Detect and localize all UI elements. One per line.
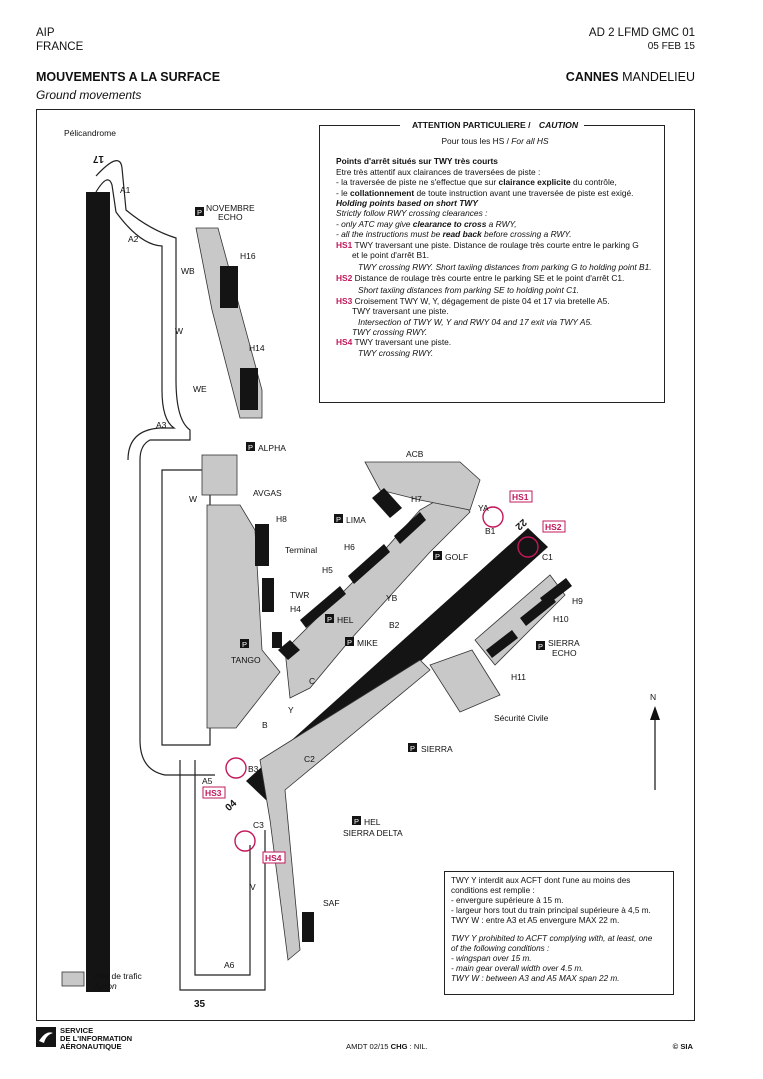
page-title: MOUVEMENTS A LA SURFACE — [36, 70, 221, 84]
pelicandrome-label: Pélicandrome — [64, 128, 116, 138]
twy-wb-label: WB — [181, 266, 195, 276]
sia-org-line1: SERVICE — [60, 1026, 94, 1035]
copyright: © SIA — [672, 1042, 693, 1051]
parking-mike-label: MIKE — [357, 638, 378, 648]
hangar-h7-label: H7 — [411, 494, 422, 504]
legend-apron-swatch — [62, 972, 84, 986]
hangar-h6-label: H6 — [344, 542, 355, 552]
hangar-h8 — [255, 524, 269, 566]
p-hel-sierra-delta: P — [354, 817, 360, 826]
p-novembre-echo: P — [197, 208, 203, 217]
apron-alpha — [202, 455, 237, 495]
legend-apron-en: Apron — [94, 981, 117, 991]
amendment-info: AMDT 02/15 CHG : NIL. — [346, 1042, 428, 1051]
note-fr1: TWY Y interdit aux ACFT dont l'une au moins des — [451, 876, 631, 885]
caution-title-italic: CAUTION — [538, 120, 579, 130]
caution-hs3-en2: TWY crossing RWY. — [352, 326, 428, 337]
hs3-label: HS3 — [205, 788, 222, 798]
caution-hs3: HS3 Croisement TWY W, Y, dégagement de piste 04 et 17 via bretelle A5. — [336, 295, 610, 306]
hp-b2-label: B2 — [389, 620, 400, 630]
p-alpha: P — [248, 443, 254, 452]
twy-a3-label: A3 — [156, 420, 167, 430]
twy-w-outline — [96, 161, 215, 775]
airport-name-rest: MANDELIEU — [618, 70, 695, 84]
chart-reference: AD 2 LFMD GMC 01 — [588, 27, 695, 39]
hp-c1-label: C1 — [542, 552, 553, 562]
north-label: N — [650, 692, 657, 702]
twr-label: TWR — [290, 590, 310, 600]
parking-novembre-echo-label: ECHO — [218, 212, 243, 222]
hangar-twr — [272, 632, 282, 648]
twy-a5-label: A5 — [202, 776, 213, 786]
caution-hs3-en: Intersection of TWY W, Y and RWY 04 and 17 exit via TWY A5. — [358, 316, 593, 327]
rwy-17-label: 17 — [92, 153, 104, 164]
hp-c2-label: C2 — [304, 754, 315, 764]
p-hel: P — [327, 615, 333, 624]
parking-sierra-label: SIERRA — [421, 744, 453, 754]
note-fr2: conditions est remplie : — [451, 886, 535, 895]
note-fr4: - largeur hors tout du train principal supérieure à 4,5 m. — [451, 906, 651, 915]
note-en2: of the following conditions : — [451, 944, 550, 953]
hangar-h5-label: H5 — [322, 565, 333, 575]
country-label: FRANCE — [36, 41, 84, 53]
apron-tango — [207, 505, 280, 728]
caution-en-heading: Holding points based on short TWY — [336, 198, 478, 209]
parking-tango-label: TANGO — [231, 655, 261, 665]
hs2-label: HS2 — [545, 522, 562, 532]
north-arrow — [650, 706, 660, 790]
parking-lima-label: LIMA — [346, 515, 366, 525]
twy-yb-label: YB — [386, 593, 398, 603]
p-sierra: P — [410, 744, 416, 753]
sierra-delta-label: SIERRA DELTA — [343, 828, 403, 838]
p-lima: P — [336, 515, 342, 524]
caution-hs4: HS4 TWY traversant une piste. — [336, 337, 452, 348]
acb-label: ACB — [406, 449, 424, 459]
caution-fr3: - le collationnement de toute instruction avant une traversée de piste est exigé. — [336, 187, 634, 198]
caution-en1: Strictly follow RWY crossing clearances : — [336, 208, 488, 219]
aip-label: AIP — [36, 27, 55, 39]
parking-sierra-echo-label-2: ECHO — [552, 648, 577, 658]
chart-date: 05 FEB 15 — [647, 41, 695, 52]
caution-hs1-fr2: et le point d'arrêt B1. — [352, 250, 430, 261]
parking-novembre-label: NOVEMBRE — [206, 203, 255, 213]
caution-heading: Points d'arrêt situés sur TWY très courts — [336, 156, 498, 167]
twy-a2-label: A2 — [128, 234, 139, 244]
caution-hs1-en: TWY crossing RWY. Short taxiing distances from parking G to holding point B1. — [358, 262, 652, 273]
hp-b3-label: B3 — [248, 764, 259, 774]
caution-hs1: HS1 TWY traversant une piste. Distance de roulage très courte entre le parking G — [336, 239, 639, 250]
sia-logo-icon — [36, 1027, 56, 1047]
hangar-saf — [302, 912, 314, 942]
note-en5: TWY W : between A3 and A5 MAX span 22 m. — [451, 974, 620, 983]
caution-box — [319, 120, 665, 403]
parking-sierra-echo-label-1: SIERRA — [548, 638, 580, 648]
hangar-h16-label: H16 — [240, 251, 256, 261]
caution-title-text: ATTENTION PARTICULIERE / — [406, 120, 539, 130]
caution-subtitle — [336, 136, 654, 146]
hs1-label: HS1 — [512, 492, 529, 502]
airport-name-bold: CANNES — [565, 70, 619, 84]
caution-hs4-en: TWY crossing RWY. — [358, 347, 434, 358]
rwy-22-label: 22 — [512, 516, 529, 532]
rwy-35-label: 35 — [194, 999, 206, 1010]
terminal-label: Terminal — [285, 545, 318, 555]
hangar-h4-label: H4 — [290, 604, 301, 614]
caution-subtitle-italic: For all HS — [511, 136, 549, 146]
hangar-h16 — [220, 266, 238, 308]
caution-title — [320, 120, 664, 130]
twy-v-label: V — [250, 882, 256, 892]
hs4-circle — [235, 831, 255, 851]
securite-civile-label: Sécurité Civile — [494, 713, 549, 723]
hangar-h8-label: H8 — [276, 514, 287, 524]
twy-y-label: Y — [288, 705, 294, 715]
parking-alpha-label: ALPHA — [258, 443, 286, 453]
hs4-label: HS4 — [265, 853, 282, 863]
parking-hel-label: HEL — [337, 615, 354, 625]
caution-en3: - all the instructions must be read back before crossing a RWY. — [336, 229, 572, 240]
twy-we-label: WE — [193, 384, 207, 394]
caution-fr2: - la traversée de piste ne s'effectue que sur clairance explicite du contrôle, — [336, 177, 617, 188]
caution-subtitle-text: Pour tous les HS / — [441, 136, 512, 146]
p-tango: P — [242, 640, 248, 649]
twy-w-inner — [162, 470, 210, 745]
twy-a1-label: A1 — [120, 185, 131, 195]
note-fr3: - envergure supérieure à 15 m. — [451, 896, 564, 905]
twy-b-label: B — [262, 720, 268, 730]
hangar-h14-label: H14 — [249, 343, 265, 353]
p-sierra-echo: P — [538, 642, 544, 651]
parking-golf-label: GOLF — [445, 552, 469, 562]
note-en1: TWY Y prohibited to ACFT complying with, at least, one — [451, 934, 653, 943]
p-golf: P — [435, 552, 441, 561]
caution-hs2: HS2 Distance de roulage très courte entre le parking SE et le point d'arrêt C1. — [336, 272, 625, 283]
hangar-terminal — [262, 578, 274, 612]
hangar-h11-label: H11 — [511, 672, 526, 682]
runway-17-35 — [86, 192, 110, 992]
twy-y-note — [444, 871, 674, 995]
sia-org — [60, 1027, 132, 1051]
sia-org-line3: AÉRONAUTIQUE — [60, 1042, 122, 1051]
apron-securite-civile — [430, 650, 500, 712]
note-fr5: TWY W : entre A3 et A5 envergure MAX 22 m. — [451, 916, 620, 925]
caution-hs3-fr2: TWY traversant une piste. — [352, 306, 449, 317]
hs3-circle — [226, 758, 246, 778]
hangar-h14 — [240, 368, 258, 410]
note-en3: - wingspan over 15 m. — [451, 954, 532, 963]
twy-w-label: W — [175, 326, 184, 336]
hangar-h9-label: H9 — [572, 596, 583, 606]
twy-c-label: C — [309, 676, 316, 686]
saf-label: SAF — [323, 898, 340, 908]
twy-a6-label: A6 — [224, 960, 235, 970]
page-subtitle: Ground movements — [36, 88, 142, 102]
caution-fr1: Etre très attentif aux clairances de traversées de piste : — [336, 166, 541, 177]
twy-w-label-2: W — [189, 494, 198, 504]
hp-c3-label: C3 — [253, 820, 264, 830]
p-mike: P — [347, 638, 353, 647]
legend-apron-fr: Aire de trafic — [94, 971, 142, 981]
caution-hs2-en: Short taxiing distances from parking SE to holding point C1. — [358, 285, 580, 296]
twy-ya-label: YA — [478, 503, 489, 513]
note-en4: - main gear overall width over 4.5 m. — [451, 964, 584, 973]
rwy-04-label: 04 — [223, 798, 240, 814]
hangar-h10-label: H10 — [553, 614, 569, 624]
hp-b1-label: B1 — [485, 526, 496, 536]
parking-hel-sierra-delta-label: HEL — [364, 817, 381, 827]
sia-org-line2: DE L'INFORMATION — [60, 1034, 133, 1043]
caution-en2: - only ATC may give clearance to cross a RWY, — [336, 218, 517, 229]
avgas-label: AVGAS — [253, 488, 282, 498]
